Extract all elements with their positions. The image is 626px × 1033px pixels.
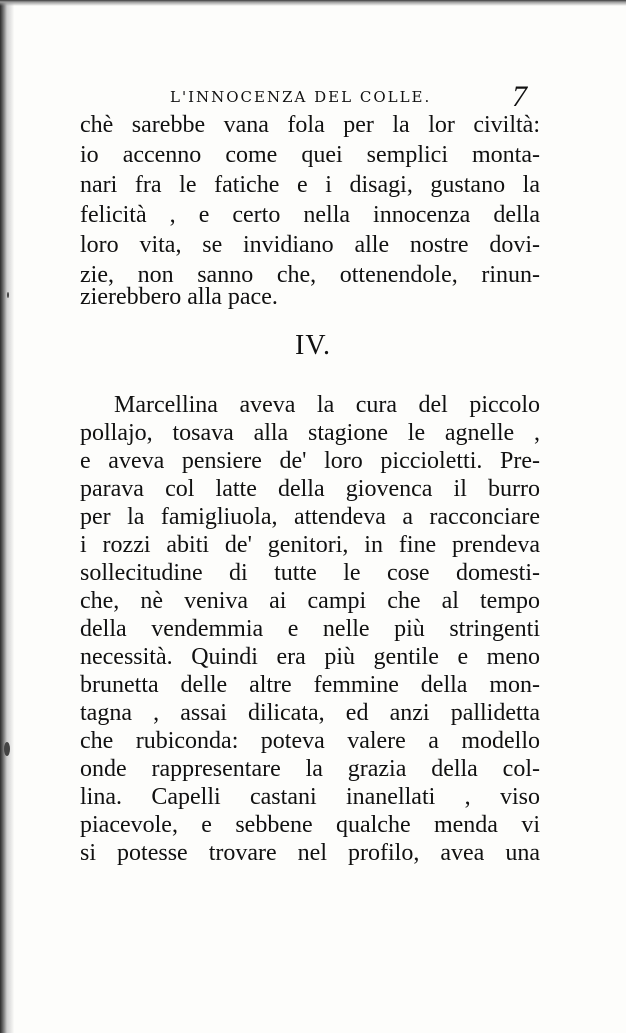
text-line: brunetta delle altre femmine della mon- bbox=[80, 672, 540, 698]
page-top-edge bbox=[0, 0, 626, 6]
section-heading: IV. bbox=[295, 330, 331, 361]
text-line: per la famigliuola, attendeva a racconciare bbox=[80, 504, 540, 530]
text-line: che, nè veniva ai campi che al tempo bbox=[80, 588, 540, 614]
text-line: zie, non sanno che, ottenendole, rinun- bbox=[80, 262, 540, 288]
text-line: loro vita, se invidiano alle nostre dovi- bbox=[80, 232, 540, 258]
text-line: io accenno come quei semplici monta- bbox=[80, 142, 540, 168]
text-line: zierebbero alla pace. bbox=[80, 284, 278, 310]
text-line: della vendemmia e nelle più stringenti bbox=[80, 616, 540, 642]
text-line: pollajo, tosava alla stagione le agnelle , bbox=[80, 420, 540, 446]
text-line: chè sarebbe vana fola per la lor civiltà: bbox=[80, 112, 540, 138]
text-line: parava col latte della giovenca il burro bbox=[80, 476, 540, 502]
text-line: e aveva pensiere de' loro piccioletti. Pre- bbox=[80, 448, 540, 474]
text-line: piacevole, e sebbene qualche menda vi bbox=[80, 812, 540, 838]
text-line: necessità. Quindi era più gentile e meno bbox=[80, 644, 540, 670]
running-head: L'INNOCENZA DEL COLLE. bbox=[170, 88, 432, 106]
text-line: Marcellina aveva la cura del piccolo bbox=[114, 392, 540, 418]
text-line: nari fra le fatiche e i disagi, gustano la bbox=[80, 172, 540, 198]
text-line: onde rappresentare la grazia della col- bbox=[80, 756, 540, 782]
text-line: i rozzi abiti de' genitori, in fine prendeva bbox=[80, 532, 540, 558]
text-line: tagna , assai dilicata, ed anzi pallidetta bbox=[80, 700, 540, 726]
text-line: sollecitudine di tutte le cose domesti- bbox=[80, 560, 540, 586]
text-line: si potesse trovare nel profilo, avea una bbox=[80, 840, 540, 866]
page-number: 7 bbox=[512, 80, 527, 113]
ink-speck bbox=[7, 292, 9, 298]
ink-speck bbox=[4, 742, 10, 756]
page-binding-shadow bbox=[0, 0, 14, 1033]
text-line: che rubiconda: poteva valere a modello bbox=[80, 728, 540, 754]
text-line: lina. Capelli castani inanellati , viso bbox=[80, 784, 540, 810]
text-line: felicità , e certo nella innocenza della bbox=[80, 202, 540, 228]
